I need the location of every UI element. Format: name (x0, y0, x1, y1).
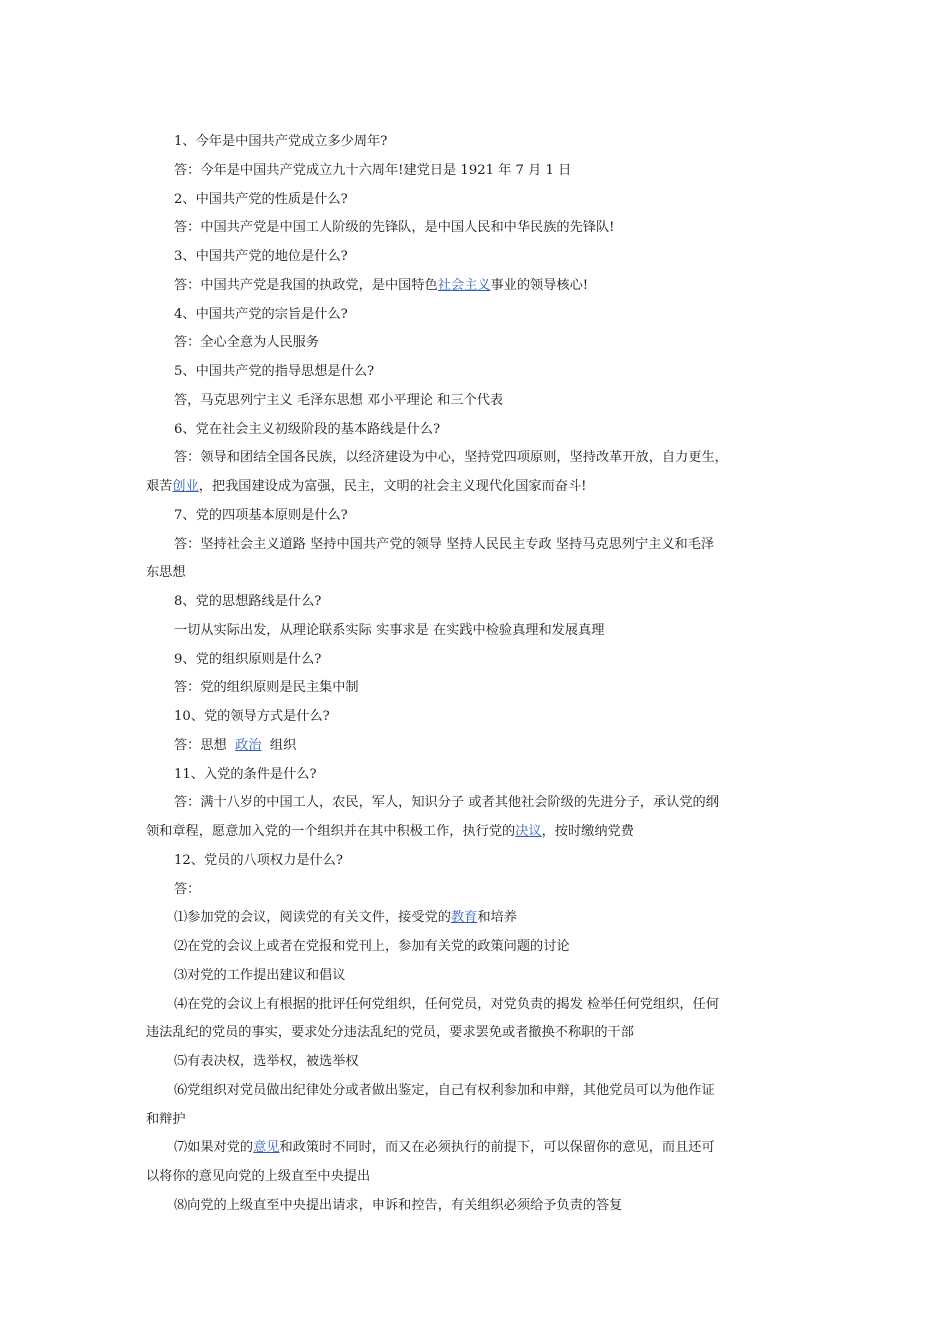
right-7-line-1 (146, 1134, 786, 1163)
right-4-line-1: ⑷在党的会议上有根据的批评任何党组织，任何党员，对党负责的揭发 检举任何党组织，任何 (174, 996, 719, 1012)
right-1-text-end: 和培养 (477, 910, 517, 926)
right-6-line-2: 和辩护 (146, 1111, 186, 1127)
right-7-line-2: 以将你的意见向党的上级直至中央提出 (146, 1169, 371, 1184)
question-2: 2、中国共产党的性质是什么? (174, 191, 348, 207)
right-7-text: ⑺如果对党的 (174, 1140, 254, 1156)
answer-11 (146, 789, 786, 847)
right-3: ⑶对党的工作提出建议和倡议 (174, 967, 346, 983)
answer-1: 答：今年是中国共产党成立九十六周年!建党日是 1921 年 7 月 1 日 (174, 162, 572, 178)
right-2: ⑵在党的会议上或者在党报和党刊上，参加有关党的政策问题的讨论 (174, 939, 570, 954)
answer-6-text: 艰苦 (146, 479, 173, 494)
answer-9: 答：党的组织原则是民主集中制 (174, 680, 359, 696)
right-5: ⑸有表决权，选举权，被选举权 (174, 1054, 359, 1069)
answer-7-line-2: 东思想 (146, 565, 186, 581)
answer-6-line-1: 答：领导和团结全国各民族，以经济建设为中心，坚持党四项原则，坚持改革开放，自力更生， (174, 450, 728, 466)
answer-12: 答： (174, 881, 201, 897)
right-6 (146, 1077, 786, 1135)
answer-3-text-end: 事业的领导核心! (490, 277, 589, 293)
answer-7 (146, 531, 786, 589)
document-page (146, 128, 786, 1221)
right-4-line-2: 违法乱纪的党员的事实，要求处分违法乱纪的党员，要求罢免或者撤换不称职的干部 (146, 1025, 634, 1041)
answer-10-text: 答：思想 (174, 737, 231, 753)
answer-3 (146, 272, 786, 301)
question-9: 9、党的组织原则是什么? (174, 651, 322, 667)
link-politics[interactable]: 政治 (235, 737, 262, 753)
answer-10-text-end: 组织 (265, 737, 297, 753)
answer-6-text-end: ，把我国建设成为富强，民主，文明的社会主义现代化国家而奋斗! (198, 479, 587, 494)
answer-11-line-1: 答：满十八岁的中国工人，农民，军人，知识分子 或者其他社会阶级的先进分子，承认党的纲 (174, 795, 719, 811)
question-7: 7、党的四项基本原则是什么? (174, 507, 348, 523)
question-3: 3、中国共产党的地位是什么? (174, 249, 348, 264)
question-6: 6、党在社会主义初级阶段的基本路线是什么? (174, 421, 441, 437)
question-1: 1、今年是中国共产党成立多少周年? (174, 134, 388, 149)
right-1 (146, 904, 786, 933)
question-4: 4、中国共产党的宗旨是什么? (174, 306, 348, 322)
question-11: 11、入党的条件是什么? (174, 766, 317, 782)
answer-10 (146, 732, 786, 761)
right-8: ⑻向党的上级直至中央提出请求，申诉和控告，有关组织必须给予负责的答复 (174, 1197, 623, 1213)
answer-6 (146, 444, 786, 502)
answer-5: 答，马克思列宁主义 毛泽东思想 邓小平理论 和三个代表 (174, 392, 504, 408)
answer-3-text: 答：中国共产党是我国的执政党，是中国特色 (174, 277, 438, 293)
question-12: 12、党员的八项权力是什么? (174, 852, 343, 868)
right-6-line-1: ⑹党组织对党员做出纪律处分或者做出鉴定，自己有权利参加和申辩，其他党员可以为他作证 (174, 1082, 715, 1098)
answer-11-text-end: ，按时缴纳党费 (541, 824, 634, 839)
right-7 (146, 1134, 786, 1192)
link-education[interactable]: 教育 (450, 910, 478, 926)
answer-7-line-1: 答：坚持社会主义道路 坚持中国共产党的领导 坚持人民民主专政 坚持马克思列宁主义和毛泽 (174, 536, 715, 552)
right-1-text: ⑴参加党的会议，阅读党的有关文件，接受党的 (174, 910, 451, 926)
answer-6-line-2 (146, 473, 786, 502)
answer-2: 答：中国共产党是中国工人阶级的先锋队，是中国人民和中华民族的先锋队! (174, 220, 615, 236)
right-4 (146, 991, 786, 1049)
link-socialism[interactable]: 社会主义 (437, 277, 491, 293)
link-opinion[interactable]: 意见 (253, 1140, 280, 1156)
answer-11-text: 领和章程，愿意加入党的一个组织并在其中积极工作，执行党的 (146, 824, 516, 839)
answer-8: 一切从实际出发，从理论联系实际 实事求是 在实践中检验真理和发展真理 (174, 622, 605, 638)
right-7-text-end: 和政策时不同时，而又在必须执行的前提下，可以保留你的意见，而且还可 (279, 1140, 715, 1156)
link-resolution[interactable]: 决议 (515, 824, 542, 839)
link-entrepreneurship[interactable]: 创业 (172, 479, 199, 494)
question-5: 5、中国共产党的指导思想是什么? (174, 364, 375, 379)
answer-11-line-2 (146, 818, 786, 847)
question-8: 8、党的思想路线是什么? (174, 594, 322, 609)
question-10: 10、党的领导方式是什么? (174, 709, 330, 724)
answer-4: 答：全心全意为人民服务 (174, 335, 320, 351)
